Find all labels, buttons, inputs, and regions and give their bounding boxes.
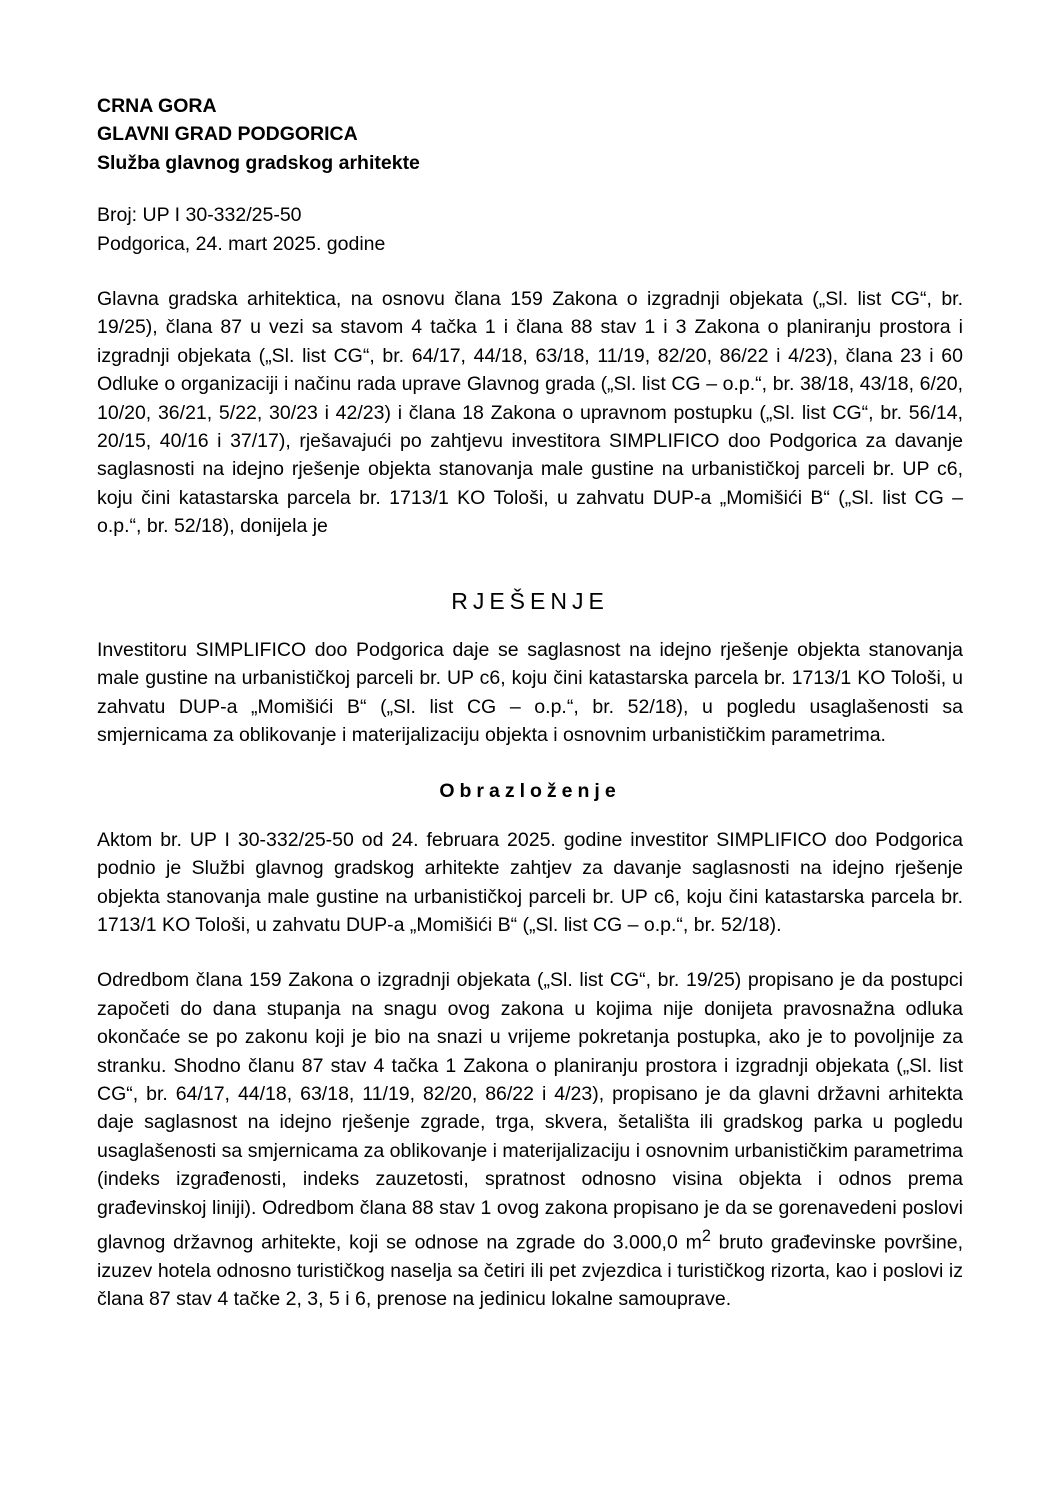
reasoning-paragraph-1: Aktom br. UP I 30-332/25-50 od 24. februara 2025. godine investitor SIMPLIFICO doo Podgorica podnio je Službi glavnog gradskog arhitekte zahtjev za davanje saglasnosti na idejno rješenje objekta stanovanja male gustine na urbanističkoj parceli br. UP c6, koju čini katastarska parcela br. 1713/1 KO Tološi, u zahvatu DUP-a „Momišići B“ („Sl. list CG – o.p.“, br. 52/18). [97,828,963,936]
country-heading: CRNA GORA [97,95,217,117]
decision-paragraph: Investitoru SIMPLIFICO doo Podgorica daje se saglasnost na idejno rješenje objekta stanovanja male gustine na urbanističkoj parceli br. UP c6, koju čini katastarska parcela br. 1713/1 KO Tološi, u zahvatu DUP-a „Momišići B“ („Sl. list CG – o.p.“, br. 52/18), u pogledu usaglašenosti sa smjernicama za oblikovanje i materijalizaciju objekta i osnovnim urbanističkim parametrima. [97,638,963,746]
reasoning-paragraph-2-part-b: bruto građevinske površine, izuzev hotela odnosno turističkog naselja sa četiri ili pet zvjezdica i turističkog rizorta, kao i poslovi iz člana 87 stav 4 tačke 2, 3, 5 i 6, prenose na jedinicu lokalne samouprave. [97,1231,963,1311]
letterhead [97,92,963,177]
office-heading: Služba glavnog gradskog arhitekte [97,151,420,174]
city-heading: GLAVNI GRAD PODGORICA [97,123,358,146]
document-meta [97,201,963,258]
document-page [97,92,963,1314]
reasoning-paragraph-2 [97,966,963,1313]
reasoning-title: Obrazloženje [439,780,621,803]
square-meter-superscript: 2 [701,1227,711,1245]
reasoning-paragraph-2-part-a: Odredbom člana 159 Zakona o izgradnji objekata („Sl. list CG“, br. 19/25) propisano je da postupci započeti do dana stupanja na snagu ovog zakona u kojima nije donijeta pravosnažna odluka okončaće se po zakonu koji je bio na snazi u vrijeme pokretanja postupka, ako je to povoljnije za stranku. Shodno članu 87 stav 4 tačka 1 Zakona o planiranju prostora i izgradnji objekata („Sl. list CG“, br. 64/17, 44/18, 63/18, 11/19, 82/20, 86/22 i 4/23), propisano je da glavni državni arhitekta daje saglasnost na idejno rješenje zgrade, trga, skvera, šetališta ili gradskog parka u pogledu usaglašenosti sa smjernicama za oblikovanje i materijalizaciju i osnovnim urbanističkim parametrima (indeks izgrađenosti, indeks zauzetosti, spratnost odnosno visina objekta i odnos prema građevinskoj liniji). Odredbom člana 88 stav 1 ovog zakona propisano je da se gorenavedeni poslovi glavnog državnog arhitekte, koji se odnose na zgrade do 3.000,0 m [97,969,963,1254]
intro-paragraph: Glavna gradska arhitektica, na osnovu člana 159 Zakona o izgradnji objekata („Sl. list CG“, br. 19/25), člana 87 u vezi sa stavom 4 tačka 1 i člana 88 stav 1 i 3 Zakona o planiranju prostora i izgradnji objekata („Sl. list CG“, br. 64/17, 44/18, 63/18, 11/19, 82/20, 86/22 i 4/23), člana 23 i 60 Odluke o organizaciji i načinu rada uprave Glavnog grada („Sl. list CG – o.p.“, br. 38/18, 43/18, 6/20, 10/20, 36/21, 5/22, 30/23 i 42/23) i člana 18 Zakona o upravnom postupku („Sl. list CG“, br. 56/14, 20/15, 40/16 i 37/17), rješavajući po zahtjevu investitora SIMPLIFICO doo Podgorica za davanje saglasnosti na idejno rješenje objekta stanovanja male gustine na urbanističkoj parceli br. UP c6, koju čini katastarska parcela br. 1713/1 KO Tološi, u zahvatu DUP-a „Momišići B“ („Sl. list CG – o.p.“, br. 52/18), donijela je [97,288,963,538]
document-date: Podgorica, 24. mart 2025. godine [97,232,386,255]
document-number: Broj: UP I 30-332/25-50 [97,204,302,227]
decision-title: RJEŠENJE [451,587,609,614]
